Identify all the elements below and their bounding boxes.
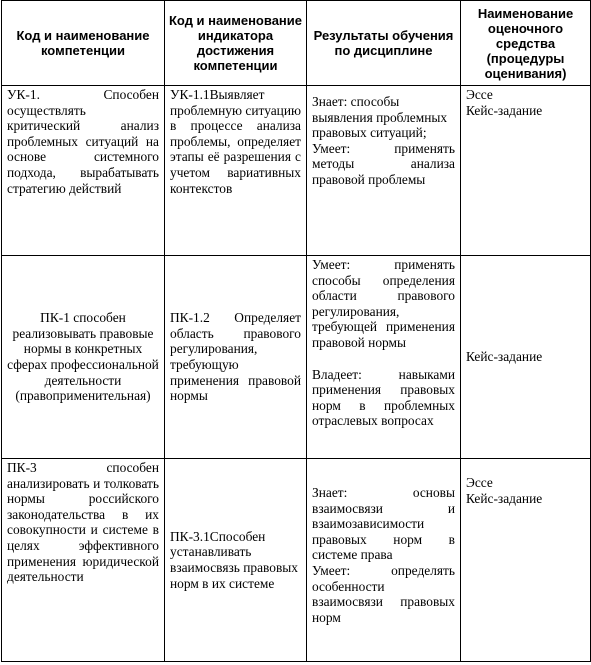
assessment-essay: Эссе (466, 475, 493, 490)
competence-cell (2, 459, 165, 662)
result-can: Умеет: определять особенности взаимосвязи правовых норм (312, 562, 455, 625)
table-header-row (2, 1, 591, 86)
competence-table (1, 0, 591, 662)
result-knows: Знает: способы выявления проблемных правовых ситуаций; (312, 94, 448, 141)
result-knows: Знает: основы взаимосвязи и взаимозависимости правовых норм в системе права (312, 485, 455, 563)
assessment-case: Кейс-задание (466, 102, 543, 118)
result-can: Умеет: применять способы определения области правового регулирования, требующей применения правовой нормы (312, 257, 455, 350)
header-competence: Код и наименование компетенции (2, 1, 165, 86)
results-cell (307, 86, 461, 256)
table-row (2, 86, 591, 256)
competence-text: УК-1. Способен осуществлять критический анализ проблемных ситуаций на основе системного подхода, вырабатывать стратегию действий (7, 87, 159, 196)
competence-cell (2, 256, 165, 459)
competence-text: ПК-1 способен реализовывать правовые нормы в конкретных сферах профессиональной деятельности (правоприменительная) (7, 310, 159, 404)
competence-cell (2, 86, 165, 256)
header-indicator: Код и наименование индикатора достижения компетенции (165, 1, 307, 86)
assessment-cell (461, 86, 591, 256)
result-can: Умеет: применять методы анализа правовой проблемы (312, 140, 455, 187)
header-assessment: Наименование оценочного средства (процедуры оценивания) (461, 1, 591, 86)
indicator-cell (165, 86, 307, 256)
header-results: Результаты обучения по дисциплине (307, 1, 461, 86)
indicator-cell (165, 459, 307, 662)
results-cell (307, 256, 461, 459)
assessment-case: Кейс-задание (466, 349, 543, 365)
indicator-text: ПК-1.2 Определяет область правового регулирования, требующую применения правовой нормы (170, 310, 301, 404)
table-row (2, 256, 591, 459)
table-row (2, 459, 591, 662)
indicator-cell (165, 256, 307, 459)
assessment-cell (461, 256, 591, 459)
indicator-text: ПК-3.1Способен устанавливать взаимосвязь правовых норм в их системе (170, 528, 298, 591)
assessment-essay: Эссе (466, 87, 493, 102)
assessment-case: Кейс-задание (466, 490, 543, 506)
results-cell (307, 459, 461, 662)
result-owns: Владеет: навыками применения правовых норм в проблемных отраслевых вопросах (312, 366, 455, 429)
indicator-text: УК-1.1Выявляет проблемную ситуацию в процессе анализа проблемы, определяет этапы её разрешения с учетом вариативных контекстов (170, 87, 301, 196)
assessment-cell (461, 459, 591, 662)
competence-text: ПК-3 способен анализировать и толковать нормы российского законодательства в их совокупности и системе в целях эффективного применения юридической деятельности (7, 460, 159, 585)
